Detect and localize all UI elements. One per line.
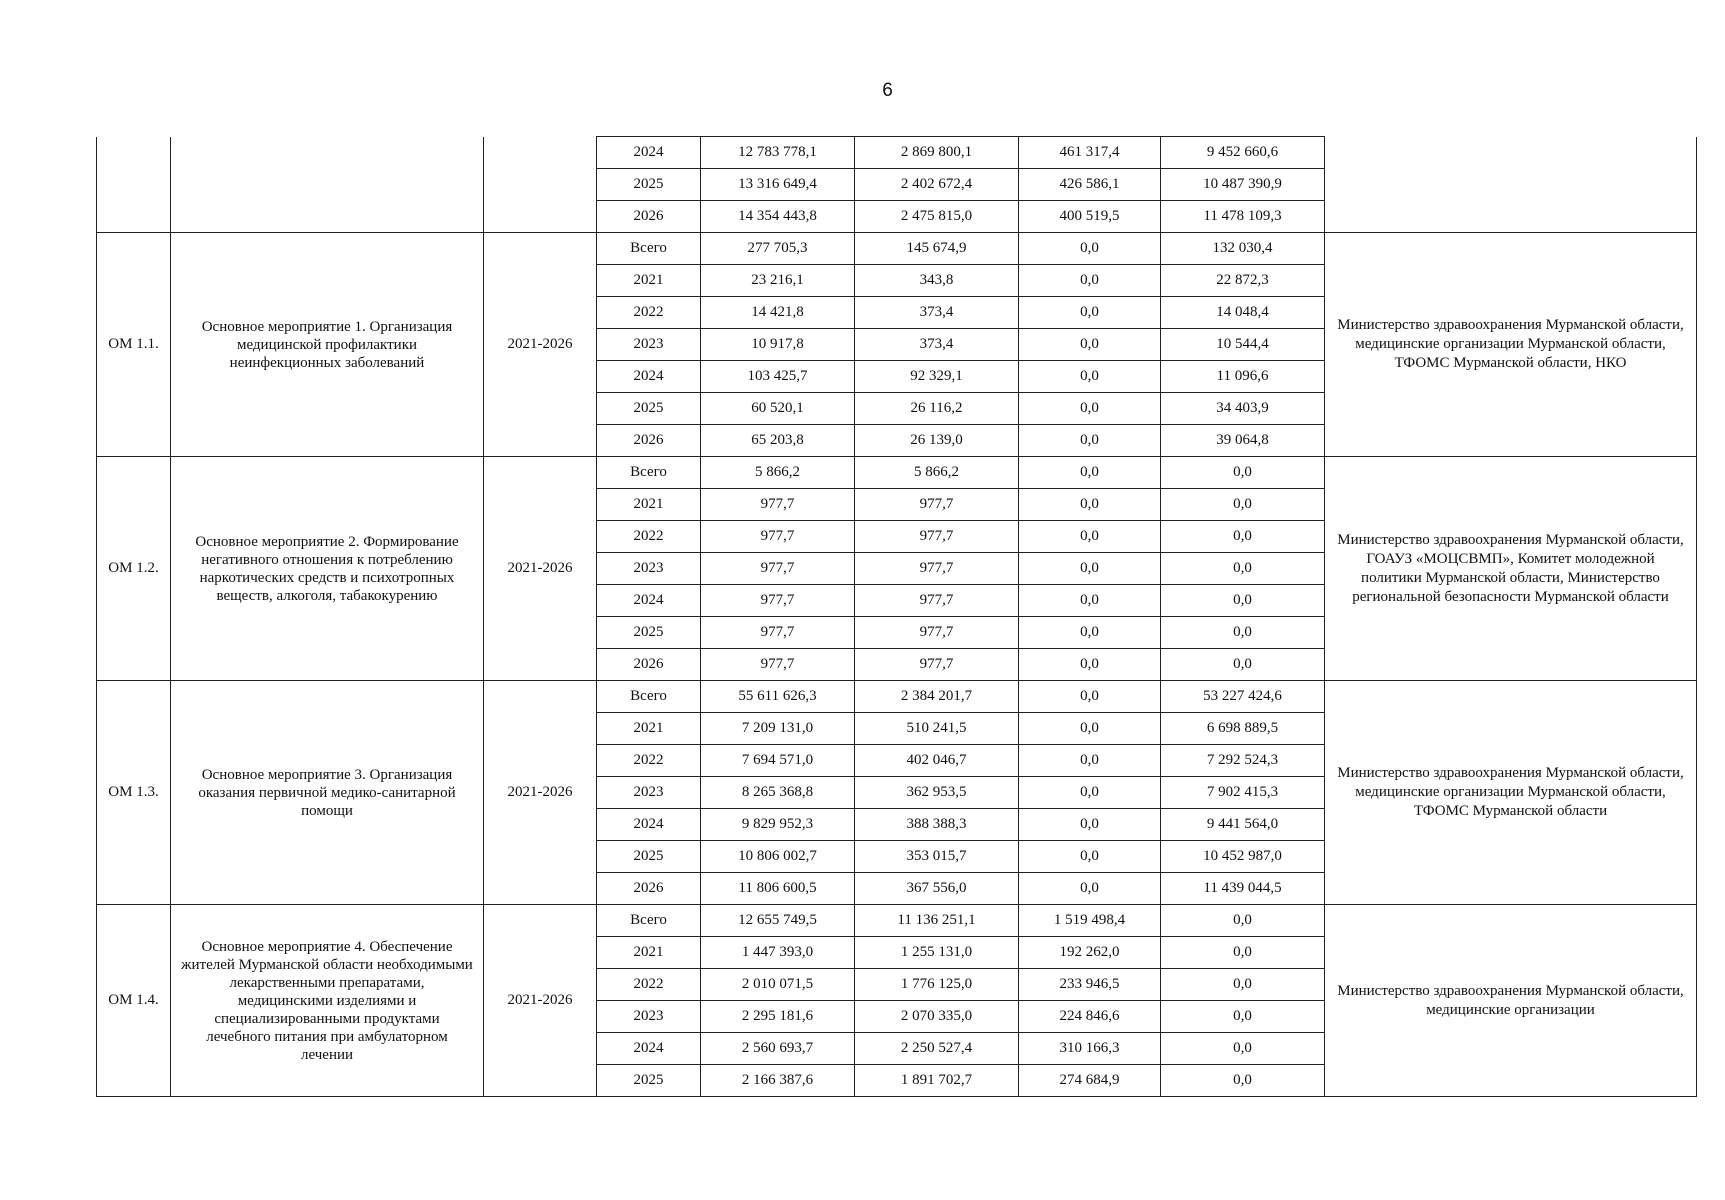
federal-budget-cell: 0,0 [1019, 233, 1161, 265]
measure-period-cell: 2021-2026 [484, 233, 597, 457]
regional-budget-cell: 977,7 [855, 521, 1019, 553]
other-sources-cell: 9 441 564,0 [1161, 809, 1325, 841]
total-amount-cell: 12 655 749,5 [701, 905, 855, 937]
other-sources-cell: 0,0 [1161, 521, 1325, 553]
total-amount-cell: 9 829 952,3 [701, 809, 855, 841]
regional-budget-cell: 977,7 [855, 649, 1019, 681]
total-amount-cell: 13 316 649,4 [701, 169, 855, 201]
year-cell: 2021 [597, 265, 701, 297]
federal-budget-cell: 0,0 [1019, 553, 1161, 585]
code-cell-empty [97, 137, 171, 233]
regional-budget-cell: 367 556,0 [855, 873, 1019, 905]
total-amount-cell: 23 216,1 [701, 265, 855, 297]
total-amount-cell: 2 166 387,6 [701, 1065, 855, 1097]
federal-budget-cell: 0,0 [1019, 681, 1161, 713]
year-cell: 2026 [597, 425, 701, 457]
year-cell: 2024 [597, 809, 701, 841]
federal-budget-cell: 310 166,3 [1019, 1033, 1161, 1065]
other-sources-cell: 10 487 390,9 [1161, 169, 1325, 201]
total-amount-cell: 14 354 443,8 [701, 201, 855, 233]
regional-budget-cell: 26 139,0 [855, 425, 1019, 457]
total-amount-cell: 10 917,8 [701, 329, 855, 361]
other-sources-cell: 0,0 [1161, 553, 1325, 585]
year-cell: Всего [597, 905, 701, 937]
regional-budget-cell: 402 046,7 [855, 745, 1019, 777]
federal-budget-cell: 0,0 [1019, 617, 1161, 649]
federal-budget-cell: 0,0 [1019, 489, 1161, 521]
regional-budget-cell: 353 015,7 [855, 841, 1019, 873]
year-cell: 2021 [597, 937, 701, 969]
regional-budget-cell: 2 402 672,4 [855, 169, 1019, 201]
regional-budget-cell: 1 255 131,0 [855, 937, 1019, 969]
year-cell: 2021 [597, 489, 701, 521]
other-sources-cell: 11 439 044,5 [1161, 873, 1325, 905]
regional-budget-cell: 510 241,5 [855, 713, 1019, 745]
total-amount-cell: 103 425,7 [701, 361, 855, 393]
other-sources-cell: 11 096,6 [1161, 361, 1325, 393]
total-amount-cell: 977,7 [701, 585, 855, 617]
other-sources-cell: 11 478 109,3 [1161, 201, 1325, 233]
federal-budget-cell: 0,0 [1019, 745, 1161, 777]
year-cell: 2024 [597, 137, 701, 169]
federal-budget-cell: 224 846,6 [1019, 1001, 1161, 1033]
total-amount-cell: 60 520,1 [701, 393, 855, 425]
total-amount-cell: 7 694 571,0 [701, 745, 855, 777]
federal-budget-cell: 0,0 [1019, 841, 1161, 873]
total-amount-cell: 2 295 181,6 [701, 1001, 855, 1033]
year-cell: 2026 [597, 649, 701, 681]
total-amount-cell: 977,7 [701, 553, 855, 585]
measure-title-cell: Основное мероприятие 2. Формирование негативного отношения к потреблению наркотических средств и психотропных веществ, алкоголя, табакокурению [171, 457, 484, 681]
year-cell: Всего [597, 457, 701, 489]
total-amount-cell: 55 611 626,3 [701, 681, 855, 713]
measure-code-cell: ОМ 1.4. [97, 905, 171, 1097]
other-sources-cell: 14 048,4 [1161, 297, 1325, 329]
federal-budget-cell: 0,0 [1019, 713, 1161, 745]
federal-budget-cell: 0,0 [1019, 361, 1161, 393]
measure-title-cell: Основное мероприятие 4. Обеспечение жителей Мурманской области необходимыми лекарственными препаратами, медицинскими изделиями и специализированными продуктами лечебного питания при амбулаторном лечении [171, 905, 484, 1097]
measure-code-cell: ОМ 1.3. [97, 681, 171, 905]
other-sources-cell: 10 452 987,0 [1161, 841, 1325, 873]
federal-budget-cell: 0,0 [1019, 425, 1161, 457]
year-cell: 2025 [597, 393, 701, 425]
other-sources-cell: 0,0 [1161, 649, 1325, 681]
federal-budget-cell: 0,0 [1019, 457, 1161, 489]
federal-budget-cell: 1 519 498,4 [1019, 905, 1161, 937]
other-sources-cell: 10 544,4 [1161, 329, 1325, 361]
year-cell: 2023 [597, 553, 701, 585]
year-cell: 2026 [597, 873, 701, 905]
year-cell: 2025 [597, 169, 701, 201]
regional-budget-cell: 373,4 [855, 297, 1019, 329]
measure-executors-cell: Министерство здравоохранения Мурманской области, медицинские организации Мурманской области, ТФОМС Мурманской области [1325, 681, 1697, 905]
regional-budget-cell: 2 869 800,1 [855, 137, 1019, 169]
total-amount-cell: 977,7 [701, 617, 855, 649]
total-amount-cell: 1 447 393,0 [701, 937, 855, 969]
other-sources-cell: 0,0 [1161, 905, 1325, 937]
federal-budget-cell: 0,0 [1019, 585, 1161, 617]
year-cell: 2024 [597, 361, 701, 393]
measure-title-cell: Основное мероприятие 1. Организация медицинской профилактики неинфекционных заболеваний [171, 233, 484, 457]
year-cell: 2022 [597, 969, 701, 1001]
year-cell: 2023 [597, 777, 701, 809]
table-row [97, 457, 1697, 489]
regional-budget-cell: 2 250 527,4 [855, 1033, 1019, 1065]
table-row [97, 905, 1697, 937]
year-cell: 2023 [597, 1001, 701, 1033]
regional-budget-cell: 2 070 335,0 [855, 1001, 1019, 1033]
regional-budget-cell: 11 136 251,1 [855, 905, 1019, 937]
description-cell-empty [171, 137, 484, 233]
federal-budget-cell: 0,0 [1019, 521, 1161, 553]
measure-period-cell: 2021-2026 [484, 905, 597, 1097]
regional-budget-cell: 977,7 [855, 617, 1019, 649]
year-cell: 2022 [597, 745, 701, 777]
federal-budget-cell: 0,0 [1019, 393, 1161, 425]
total-amount-cell: 10 806 002,7 [701, 841, 855, 873]
other-sources-cell: 0,0 [1161, 457, 1325, 489]
federal-budget-cell: 192 262,0 [1019, 937, 1161, 969]
year-cell: 2025 [597, 1065, 701, 1097]
other-sources-cell: 7 902 415,3 [1161, 777, 1325, 809]
measure-period-cell: 2021-2026 [484, 457, 597, 681]
other-sources-cell: 6 698 889,5 [1161, 713, 1325, 745]
regional-budget-cell: 977,7 [855, 489, 1019, 521]
executors-cell-empty [1325, 137, 1697, 233]
total-amount-cell: 8 265 368,8 [701, 777, 855, 809]
other-sources-cell: 0,0 [1161, 617, 1325, 649]
regional-budget-cell: 1 776 125,0 [855, 969, 1019, 1001]
other-sources-cell: 0,0 [1161, 1065, 1325, 1097]
measure-executors-cell: Министерство здравоохранения Мурманской области, медицинские организации Мурманской области, ТФОМС Мурманской области, НКО [1325, 233, 1697, 457]
total-amount-cell: 277 705,3 [701, 233, 855, 265]
total-amount-cell: 977,7 [701, 489, 855, 521]
other-sources-cell: 0,0 [1161, 585, 1325, 617]
total-amount-cell: 65 203,8 [701, 425, 855, 457]
total-amount-cell: 7 209 131,0 [701, 713, 855, 745]
regional-budget-cell: 5 866,2 [855, 457, 1019, 489]
other-sources-cell: 0,0 [1161, 1001, 1325, 1033]
other-sources-cell: 9 452 660,6 [1161, 137, 1325, 169]
other-sources-cell: 39 064,8 [1161, 425, 1325, 457]
year-cell: Всего [597, 681, 701, 713]
measure-executors-cell: Министерство здравоохранения Мурманской области, ГОАУЗ «МОЦСВМП», Комитет молодежной политики Мурманской области, Министерство региональной безопасности Мурманской области [1325, 457, 1697, 681]
other-sources-cell: 7 292 524,3 [1161, 745, 1325, 777]
federal-budget-cell: 233 946,5 [1019, 969, 1161, 1001]
other-sources-cell: 0,0 [1161, 489, 1325, 521]
other-sources-cell: 0,0 [1161, 969, 1325, 1001]
total-amount-cell: 977,7 [701, 521, 855, 553]
measure-code-cell: ОМ 1.1. [97, 233, 171, 457]
other-sources-cell: 34 403,9 [1161, 393, 1325, 425]
year-cell: 2022 [597, 297, 701, 329]
year-cell: 2024 [597, 1033, 701, 1065]
other-sources-cell: 53 227 424,6 [1161, 681, 1325, 713]
regional-budget-cell: 373,4 [855, 329, 1019, 361]
regional-budget-cell: 977,7 [855, 585, 1019, 617]
regional-budget-cell: 977,7 [855, 553, 1019, 585]
year-cell: 2025 [597, 617, 701, 649]
other-sources-cell: 0,0 [1161, 1033, 1325, 1065]
other-sources-cell: 22 872,3 [1161, 265, 1325, 297]
measure-executors-cell: Министерство здравоохранения Мурманской области, медицинские организации [1325, 905, 1697, 1097]
federal-budget-cell: 274 684,9 [1019, 1065, 1161, 1097]
federal-budget-cell: 0,0 [1019, 649, 1161, 681]
table-row [97, 681, 1697, 713]
federal-budget-cell: 0,0 [1019, 265, 1161, 297]
table-row [97, 137, 1697, 169]
measure-code-cell: ОМ 1.2. [97, 457, 171, 681]
year-cell: 2022 [597, 521, 701, 553]
total-amount-cell: 5 866,2 [701, 457, 855, 489]
total-amount-cell: 2 010 071,5 [701, 969, 855, 1001]
period-cell-empty [484, 137, 597, 233]
year-cell: 2023 [597, 329, 701, 361]
total-amount-cell: 14 421,8 [701, 297, 855, 329]
year-cell: 2026 [597, 201, 701, 233]
measure-period-cell: 2021-2026 [484, 681, 597, 905]
regional-budget-cell: 343,8 [855, 265, 1019, 297]
regional-budget-cell: 362 953,5 [855, 777, 1019, 809]
measure-title-cell: Основное мероприятие 3. Организация оказания первичной медико-санитарной помощи [171, 681, 484, 905]
federal-budget-cell: 426 586,1 [1019, 169, 1161, 201]
regional-budget-cell: 145 674,9 [855, 233, 1019, 265]
page-number: 6 [882, 80, 893, 101]
total-amount-cell: 2 560 693,7 [701, 1033, 855, 1065]
regional-budget-cell: 2 475 815,0 [855, 201, 1019, 233]
federal-budget-cell: 0,0 [1019, 329, 1161, 361]
regional-budget-cell: 388 388,3 [855, 809, 1019, 841]
total-amount-cell: 11 806 600,5 [701, 873, 855, 905]
other-sources-cell: 132 030,4 [1161, 233, 1325, 265]
federal-budget-cell: 0,0 [1019, 873, 1161, 905]
regional-budget-cell: 2 384 201,7 [855, 681, 1019, 713]
year-cell: 2024 [597, 585, 701, 617]
federal-budget-cell: 0,0 [1019, 809, 1161, 841]
regional-budget-cell: 92 329,1 [855, 361, 1019, 393]
year-cell: 2021 [597, 713, 701, 745]
year-cell: Всего [597, 233, 701, 265]
federal-budget-cell: 461 317,4 [1019, 137, 1161, 169]
total-amount-cell: 977,7 [701, 649, 855, 681]
year-cell: 2025 [597, 841, 701, 873]
regional-budget-cell: 26 116,2 [855, 393, 1019, 425]
budget-table [96, 136, 1697, 1097]
table-row [97, 233, 1697, 265]
federal-budget-cell: 400 519,5 [1019, 201, 1161, 233]
other-sources-cell: 0,0 [1161, 937, 1325, 969]
budget-table-body [97, 137, 1697, 1097]
total-amount-cell: 12 783 778,1 [701, 137, 855, 169]
regional-budget-cell: 1 891 702,7 [855, 1065, 1019, 1097]
federal-budget-cell: 0,0 [1019, 777, 1161, 809]
federal-budget-cell: 0,0 [1019, 297, 1161, 329]
